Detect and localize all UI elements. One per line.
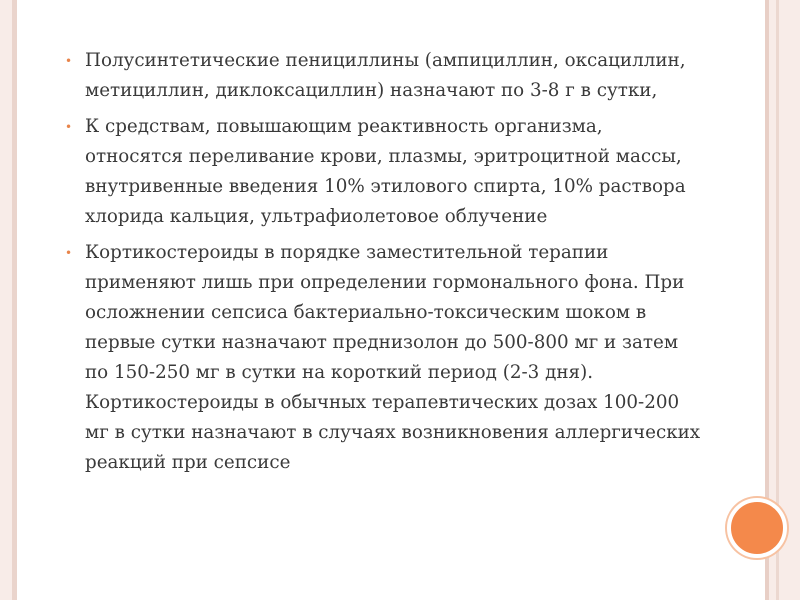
bullet-dot-icon: • — [65, 246, 73, 260]
slide — [17, 0, 765, 600]
bullet-item-penicillins — [65, 46, 705, 106]
bullet-item-reactivity — [65, 112, 705, 232]
bullet-list — [65, 46, 705, 484]
bullet-text: Кортикостероиды в порядке заместительной терапии применяют лишь при определении гормонального фона. При осложнении сепсиса бактериально-токсическим шоком в первые сутки назначают преднизолон до 500-800 мг и затем по 150-250 мг в сутки на короткий период (2-3 дня). Кортикостероиды в обычных терапевтических дозах 100-200 мг в сутки назначают в случаях возникновения аллергических реакций при сепсисе — [85, 242, 701, 473]
bullet-text: К средствам, повышающим реактивность организма, относятся переливание крови, плазмы, эритроцитной массы, внутривенные введения 10% этилового спирта, 10% раствора хлорида кальция, ультрафиолетовое облучение — [85, 116, 686, 227]
bullet-dot-icon: • — [65, 120, 73, 134]
bullet-item-corticosteroids — [65, 238, 705, 478]
bullet-dot-icon: • — [65, 54, 73, 68]
accent-circle-icon — [727, 498, 787, 558]
bullet-text: Полусинтетические пенициллины (ампициллин, оксациллин, метициллин, диклоксациллин) назначают по 3-8 г в сутки, — [85, 50, 686, 101]
